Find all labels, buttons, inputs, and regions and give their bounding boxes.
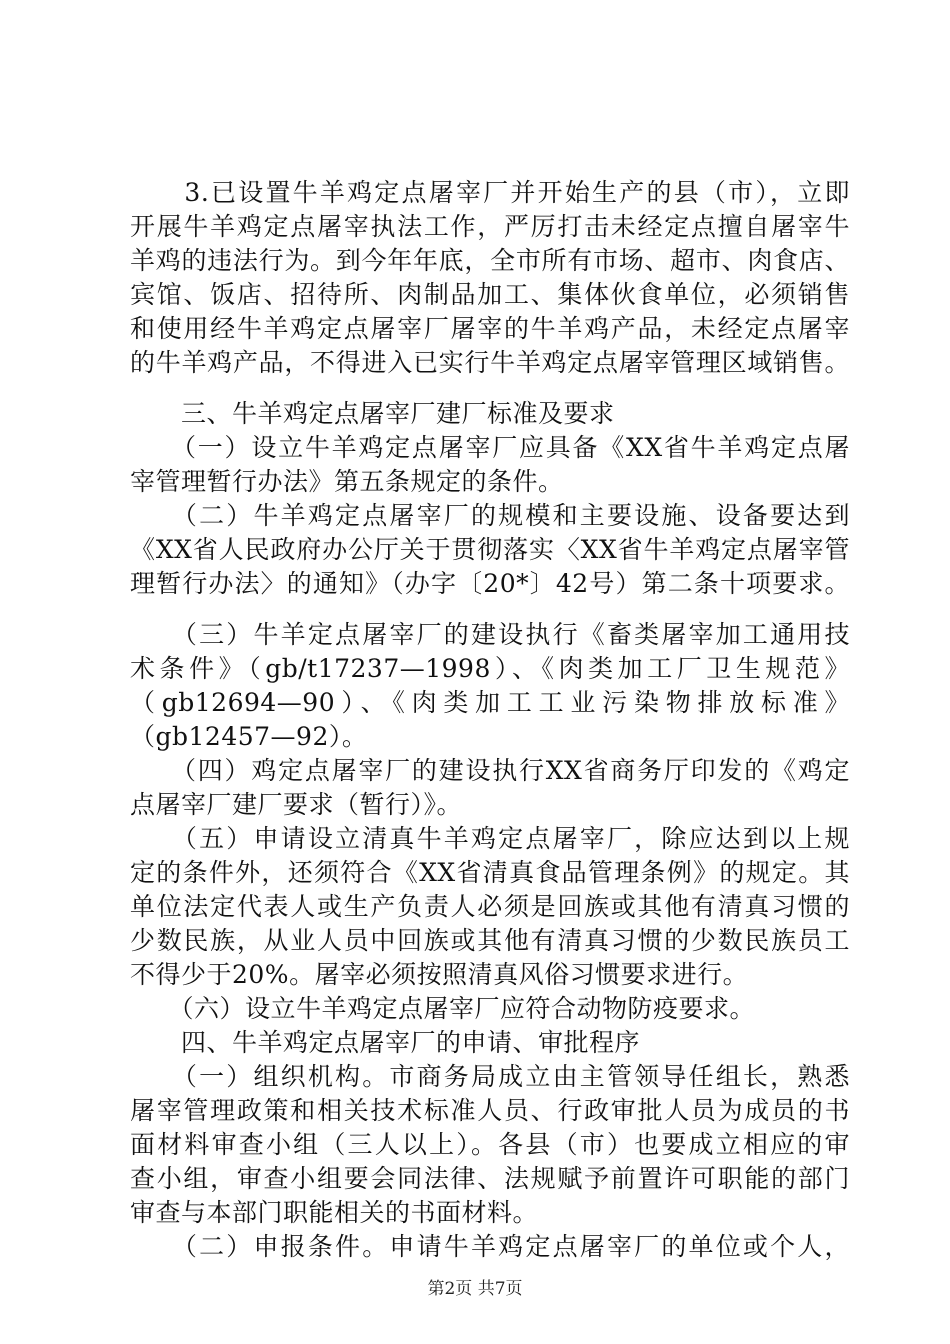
paragraph-line: 宰管理暂行办法》第五条规定的条件。 (130, 467, 564, 496)
paragraph-line: 《XX省人民政府办公厅关于贯彻落实〈XX省牛羊鸡定点屠宰管 (130, 535, 850, 564)
paragraph-line: （gb12457—92）。 (130, 722, 368, 751)
paragraph-line: （四）鸡定点屠宰厂的建设执行XX省商务厅印发的《鸡定 (130, 756, 850, 785)
section-heading: 三、牛羊鸡定点屠宰厂建厂标准及要求 (130, 399, 615, 428)
paragraph-line: 宾馆、饭店、招待所、肉制品加工、集体伙食单位，必须销售 (130, 280, 850, 309)
paragraph-line: 定的条件外，还须符合《XX省清真食品管理条例》的规定。其 (130, 858, 850, 887)
paragraph-line: （gb12694—90）、《肉类加工工业污染物排放标准》 (130, 688, 850, 717)
paragraph-line: 点屠宰厂建厂要求（暂行）》。 (130, 790, 463, 819)
paragraph-line: 单位法定代表人或生产负责人必须是回族或其他有清真习惯的 (130, 892, 850, 921)
paragraph-line: （二）申报条件。申请牛羊鸡定点屠宰厂的单位或个人， (130, 1232, 850, 1261)
paragraph-line: 理暂行办法〉的通知》（办字〔20*〕42号）第二条十项要求。 (130, 569, 850, 598)
paragraph-line: 羊鸡的违法行为。到今年年底，全市所有市场、超市、肉食店、 (130, 246, 850, 275)
paragraph-line: 查小组，审查小组要会同法律、法规赋予前置许可职能的部门 (130, 1164, 850, 1193)
paragraph-line: 开展牛羊鸡定点屠宰执法工作，严厉打击未经定点擅自屠宰牛 (130, 212, 850, 241)
paragraph-line: 不得少于20%。屠宰必须按照清真风俗习惯要求进行。 (130, 960, 749, 989)
page-footer: 第2页 共7页 (427, 1279, 523, 1299)
paragraph-line: 术条件》（gb/t17237—1998）、《肉类加工厂卫生规范》 (130, 654, 850, 683)
paragraph-line: 审查与本部门职能相关的书面材料。 (130, 1198, 539, 1227)
paragraph-line: （五）申请设立清真牛羊鸡定点屠宰厂，除应达到以上规 (130, 824, 850, 853)
paragraph-line: 和使用经牛羊鸡定点屠宰厂屠宰的牛羊鸡产品，未经定点屠宰 (130, 314, 850, 343)
paragraph-line: 面材料审查小组（三人以上）。各县（市）也要成立相应的审 (130, 1130, 850, 1159)
paragraph-line: 屠宰管理政策和相关技术标准人员、行政审批人员为成员的书 (130, 1096, 850, 1125)
section-heading: 四、牛羊鸡定点屠宰厂的申请、审批程序 (130, 1028, 641, 1057)
paragraph-line: （一）组织机构。市商务局成立由主管领导任组长，熟悉 (130, 1062, 850, 1091)
paragraph-line: 的牛羊鸡产品，不得进入已实行牛羊鸡定点屠宰管理区域销售。 (130, 348, 850, 377)
paragraph-line: 少数民族，从业人员中回族或其他有清真习惯的少数民族员工 (130, 926, 850, 955)
paragraph-line: （三）牛羊定点屠宰厂的建设执行《畜类屠宰加工通用技 (130, 620, 850, 649)
paragraph-line: 3.已设置牛羊鸡定点屠宰厂并开始生产的县（市），立即 (130, 178, 850, 207)
paragraph-line: （二）牛羊鸡定点屠宰厂的规模和主要设施、设备要达到 (130, 501, 850, 530)
paragraph-line: （六）设立牛羊鸡定点屠宰厂应符合动物防疫要求。 (130, 994, 756, 1023)
paragraph-line: （一）设立牛羊鸡定点屠宰厂应具备《XX省牛羊鸡定点屠 (130, 433, 850, 462)
